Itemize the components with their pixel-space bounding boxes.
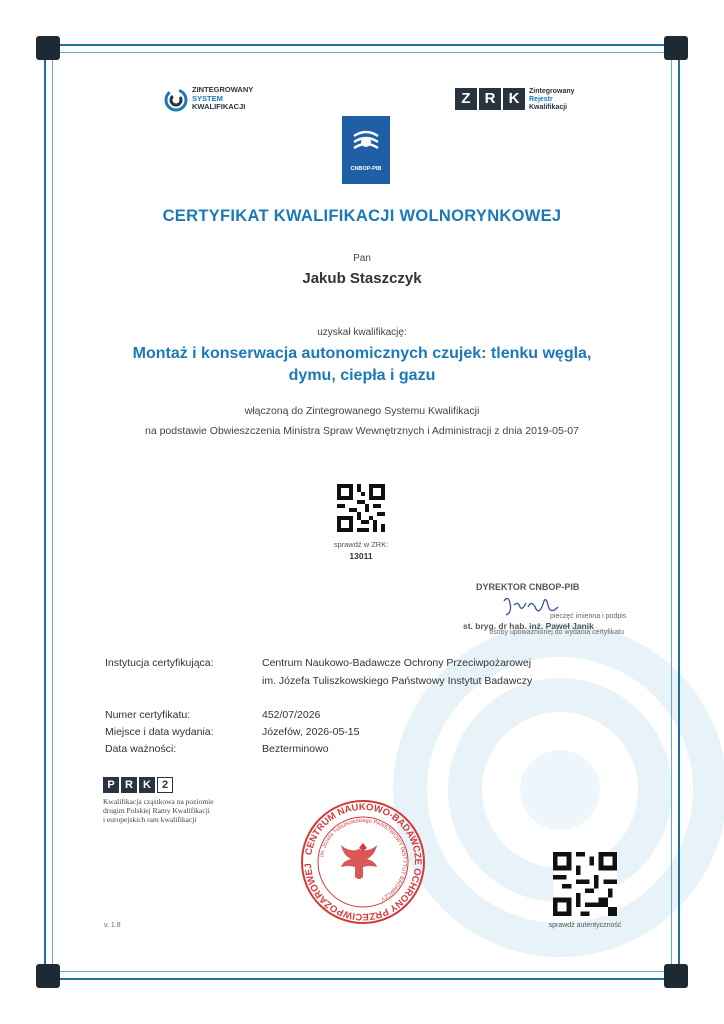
basis-line: na podstawie Obwieszczenia Ministra Spraw Wewnętrznych i Administracji z dnia 2019-05-07 xyxy=(144,425,579,437)
zrk-text-line: Zintegrowany xyxy=(529,88,575,95)
number-value: 452/07/2026 xyxy=(262,709,321,721)
zsk-icon xyxy=(164,88,188,112)
number-label: Numer certyfikatu: xyxy=(105,709,191,721)
signature-title: DYREKTOR CNBOP-PIB xyxy=(476,582,580,592)
basis-line: włączoną do Zintegrowanego Systemu Kwalifikacji xyxy=(244,405,480,417)
certificate-title: CERTYFIKAT KWALIFIKACJI WOLNORYNKOWEJ xyxy=(162,207,562,225)
prk-desc-line: Kwalifikacja cząstkowa na poziomie xyxy=(103,797,214,806)
official-stamp xyxy=(300,799,426,925)
prk-description xyxy=(103,797,214,824)
stamp-inner-text: im. Józefa Tuliszkowskiego PAŃSTWOWY INSTYTUT BADAWCZY xyxy=(319,817,408,902)
qualification-line: Montaż i konserwacja autonomicznych czujek: tlenku węgla, xyxy=(132,345,592,362)
prk-letter: R xyxy=(121,777,137,793)
stamp-outer-text: CENTRUM NAUKOWO-BADAWCZE OCHRONY PRZECIWPOŻAROWEJ xyxy=(302,801,424,923)
zrk-text-line: Rejestr xyxy=(529,96,553,103)
prk-letter: P xyxy=(103,777,119,793)
cnbop-label: CNBOP-PIB xyxy=(350,166,382,172)
zsk-text-line: ZINTEGROWANY xyxy=(192,85,254,94)
qualification-basis xyxy=(60,401,664,441)
prk-desc-line: drugim Polskiej Ramy Kwalifikacji xyxy=(103,806,210,815)
prk-badge xyxy=(103,777,173,793)
zrk-text-line: Kwalifikacji xyxy=(529,104,568,111)
zrk-letter: Z xyxy=(455,88,477,110)
zsk-text-line: SYSTEM xyxy=(192,93,223,103)
cnbop-logo xyxy=(342,116,390,184)
corner-ornament xyxy=(664,964,688,988)
validity-label: Data ważności: xyxy=(105,743,177,755)
zrk-letter: R xyxy=(479,88,501,110)
salutation: Pan xyxy=(353,253,371,264)
authenticity-qr-code[interactable] xyxy=(553,852,617,916)
holder-name: Jakub Staszczyk xyxy=(302,270,422,287)
eagle-emblem-icon xyxy=(341,843,377,879)
version-label: v. 1.8 xyxy=(104,922,121,929)
signature-caption: pieczęć imienna i podpis xyxy=(550,613,627,620)
authenticity-label: sprawdź autentyczność xyxy=(548,922,622,929)
corner-ornament xyxy=(664,36,688,60)
corner-ornament xyxy=(36,36,60,60)
prk-desc-line: i europejskich ram kwalifikacji xyxy=(103,815,197,824)
zsk-text-line: KWALIFIKACJI xyxy=(192,102,246,111)
place-label: Miejsce i data wydania: xyxy=(105,726,214,738)
zsk-logo xyxy=(164,86,274,116)
zrk-logo xyxy=(455,88,595,114)
zrk-check-label: sprawdź w ZRK: xyxy=(333,540,389,549)
signer-name: st. bryg. dr hab. inż. Paweł Janik xyxy=(463,621,594,631)
qualification-name xyxy=(60,343,664,387)
place-value: Józefów, 2026-05-15 xyxy=(262,726,360,738)
corner-ornament xyxy=(36,964,60,988)
prk-letter: K xyxy=(139,777,155,793)
signature-caption: osoby upoważnionej do wydania certyfikatu xyxy=(489,629,624,636)
qualification-line: dymu, ciepła i gazu xyxy=(288,367,436,384)
zrk-qr-code[interactable] xyxy=(337,484,385,532)
zrk-letter: K xyxy=(503,88,525,110)
institution-label: Instytucja certyfikująca: xyxy=(105,657,214,669)
prk-level: 2 xyxy=(157,777,173,793)
institution-value: Centrum Naukowo-Badawcze Ochrony Przeciwpożarowej xyxy=(262,657,532,669)
validity-value: Bezterminowo xyxy=(262,743,329,755)
cnbop-emblem-icon xyxy=(350,126,382,158)
institution-value: im. Józefa Tuliszkowskiego Państwowy Instytut Badawczy xyxy=(262,675,533,687)
zrk-code: 13011 xyxy=(349,551,373,561)
received-label: uzyskał kwalifikację: xyxy=(317,327,407,338)
